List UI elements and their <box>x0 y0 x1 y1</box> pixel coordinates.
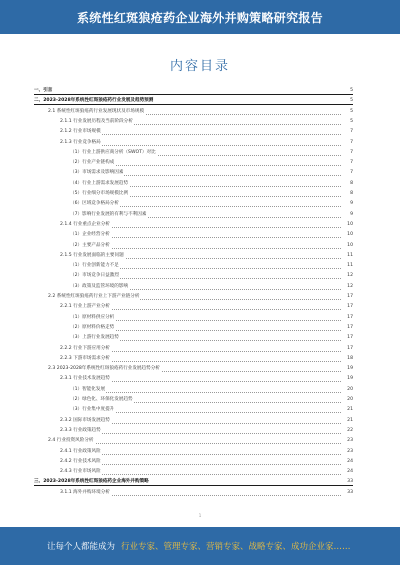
toc-entry-page: 24 <box>347 469 353 475</box>
toc-entry-rule <box>34 94 353 95</box>
toc-entry-leader <box>60 432 341 434</box>
toc-entry-label: 2.1.3 行业竞争格局 <box>60 139 101 145</box>
toc-entry[interactable] <box>0 356 400 365</box>
toc-entry[interactable] <box>0 325 400 334</box>
toc-entry-rule <box>34 485 353 486</box>
toc-entry-page: 5 <box>350 88 353 93</box>
toc-entry-page: 11 <box>347 252 353 258</box>
toc-entry-page: 10 <box>347 242 353 248</box>
toc-entry-label: （2）原材料价格走势 <box>70 324 115 330</box>
toc-entry-label: （3）上游行业发展趋势 <box>70 335 119 341</box>
toc-entry-label: （3）行业集中度提升 <box>70 407 115 413</box>
toc-entry-page: 7 <box>350 160 353 166</box>
toc-entry[interactable] <box>0 201 400 210</box>
toc-entry-leader <box>70 391 341 393</box>
toc-entry-leader <box>60 473 341 475</box>
toc-entry[interactable] <box>0 129 400 138</box>
toc-entry[interactable] <box>0 490 400 499</box>
toc-entry-page: 23 <box>347 448 353 454</box>
toc-entry-label: （2）行业产业链构成 <box>70 160 115 166</box>
toc-entry-page: 7 <box>350 149 353 155</box>
toc-entry-page: 17 <box>347 335 353 341</box>
toc-entry[interactable] <box>0 284 400 293</box>
toc-entry-label: 三、2023-2028年系统性红斑狼疮药企业海外并购策略 <box>34 479 149 485</box>
toc-entry-page: 17 <box>347 345 353 351</box>
toc-entry[interactable] <box>0 449 400 458</box>
toc-entry-page: 23 <box>347 438 353 444</box>
toc-entry-label: 2.4 行业投资风险分析 <box>48 438 94 444</box>
toc-entry-label: 2.3.1 行业技术发展趋势 <box>60 376 110 382</box>
toc-entry-page: 17 <box>347 294 353 299</box>
toc-entry-page: 20 <box>347 397 353 402</box>
toc-entry-page: 17 <box>347 324 353 330</box>
toc-entry-rule <box>34 104 353 105</box>
toc-entry-label: （2）绿色化、环保化发展趋势 <box>70 397 133 402</box>
toc-entry-label: 2.2.3 下游市场需求分析 <box>60 355 110 361</box>
toc-entry-label: （3）市场需求及影响因素 <box>70 170 124 176</box>
toc-entry[interactable] <box>0 418 400 427</box>
toc-entry-label: （7）影响行业发展的有利与不利因素 <box>70 211 147 217</box>
toc-entry[interactable] <box>0 407 400 416</box>
toc-entry[interactable] <box>0 222 400 231</box>
toc-entry-label: 2.1.1 行业发展历程及当前阶段分析 <box>60 118 133 124</box>
toc-entry-label: （4）行业上游需求发展趋势 <box>70 180 129 186</box>
toc-entry-page: 7 <box>350 170 353 176</box>
toc-entry-page: 19 <box>347 376 353 382</box>
toc-entry-label: （1）智能化发展 <box>70 386 106 392</box>
toc-entry[interactable] <box>0 273 400 282</box>
toc-entry-page: 19 <box>347 366 353 372</box>
toc-entry[interactable] <box>0 304 400 313</box>
toc-entry-label: （1）原材料供应分析 <box>70 314 115 320</box>
toc-entry[interactable] <box>0 263 400 272</box>
page-number: 1 <box>198 513 202 518</box>
table-of-contents <box>0 88 400 506</box>
toc-entry-label: 2.1.2 行业市场规模 <box>60 129 101 135</box>
toc-entry-page: 33 <box>347 489 353 495</box>
toc-entry[interactable] <box>0 181 400 190</box>
toc-entry-label: 2.4.2 行业技术风险 <box>60 458 101 464</box>
toc-entry-label: （3）政策及监管环境的影响 <box>70 283 129 289</box>
toc-entry-page: 5 <box>350 118 353 124</box>
toc-entry-label: 2.2 系统性红斑狼疮药行业上下游产业链分析 <box>48 294 140 299</box>
toc-entry[interactable] <box>0 335 400 344</box>
toc-entry-page: 33 <box>347 479 353 485</box>
toc-entry-page: 7 <box>350 139 353 145</box>
toc-entry[interactable] <box>0 212 400 221</box>
toc-entry[interactable] <box>0 315 400 324</box>
toc-entry-label: （2）市场竞争日益激烈 <box>70 273 119 279</box>
report-title: 系统性红斑狼疮药企业海外并购策略研究报告 <box>76 11 323 25</box>
toc-entry[interactable] <box>0 232 400 241</box>
toc-entry-leader <box>60 133 341 135</box>
footer-bar <box>0 527 400 565</box>
report-header-bar <box>0 0 400 34</box>
footer-slogan-right: 行业专家、管理专家、营销专家、战略专家、成功企业家…… <box>121 542 351 552</box>
toc-entry[interactable] <box>0 428 400 437</box>
toc-entry-page: 21 <box>347 407 353 413</box>
toc-entry-label: 2.2.2 行业下游应用分析 <box>60 345 110 351</box>
toc-entry-label: 二、2023-2028年系统性红斑狼疮药行业发展及趋势预测 <box>34 98 154 104</box>
toc-entry-label: 2.4.1 行业政策风险 <box>60 448 101 454</box>
toc-entry[interactable] <box>0 459 400 468</box>
toc-entry-label: 2.1.4 行业重点企业分析 <box>60 221 110 227</box>
toc-entry[interactable] <box>0 469 400 478</box>
toc-entry-page: 5 <box>350 108 353 114</box>
toc-entry-page: 9 <box>350 211 353 217</box>
toc-entry[interactable] <box>0 243 400 252</box>
toc-entry[interactable] <box>0 294 400 303</box>
toc-entry-page: 12 <box>347 283 353 289</box>
footer-slogan-left: 让每个人都能成为 <box>47 542 116 552</box>
toc-entry-label: 2.3 2023-2028年系统性红斑狼疮药行业发展趋势分析 <box>48 366 160 372</box>
toc-entry-leader <box>60 453 341 455</box>
toc-entry-page: 12 <box>347 273 353 279</box>
toc-entry-label: 2.3.3 行业政策趋势 <box>60 427 101 433</box>
toc-entry-label: 2.3.2 国际市场发展趋势 <box>60 417 110 423</box>
toc-entry-page: 24 <box>347 458 353 464</box>
toc-entry[interactable] <box>0 366 400 375</box>
toc-entry-label: （6）区域竞争格局分析 <box>70 201 119 207</box>
toc-entry-label: （1）企业经营分析 <box>70 232 110 238</box>
toc-entry-page: 17 <box>347 304 353 310</box>
toc-entry[interactable] <box>0 98 400 107</box>
toc-entry-page: 20 <box>347 386 353 392</box>
toc-entry-label: 一、引言 <box>34 88 53 93</box>
toc-heading: 内容目录 <box>169 59 230 74</box>
toc-entry-leader <box>60 463 341 465</box>
toc-entry[interactable] <box>0 170 400 179</box>
toc-entry-label: 3.1.1 海外并购环境分析 <box>60 489 110 495</box>
toc-entry-label: 2.4.3 行业市场风险 <box>60 469 101 475</box>
toc-entry-page: 7 <box>350 129 353 135</box>
toc-entry-label: 2.1.5 行业发展面临的主要问题 <box>60 252 124 258</box>
toc-entry-page: 8 <box>350 191 353 196</box>
toc-entry[interactable] <box>0 191 400 200</box>
toc-entry-page: 9 <box>350 201 353 207</box>
toc-entry-page: 10 <box>347 232 353 238</box>
toc-entry-leader <box>60 144 341 146</box>
toc-entry-page: 17 <box>347 314 353 320</box>
toc-entry[interactable] <box>0 88 400 97</box>
toc-entry-label: （5）行业细分市场规模比例 <box>70 191 129 196</box>
toc-entry[interactable] <box>0 253 400 262</box>
toc-entry[interactable] <box>0 387 400 396</box>
toc-entry[interactable] <box>0 438 400 447</box>
toc-entry-page: 8 <box>350 180 353 186</box>
toc-entry-label: 2.1 系统性红斑狼疮药行业发展现状及市场规模 <box>48 108 145 114</box>
toc-entry-page: 11 <box>347 263 353 269</box>
toc-entry-label: （1）行业上游供应商分析（SWOT）对比 <box>70 149 156 155</box>
toc-entry-label: （2）主要产品分析 <box>70 242 110 248</box>
toc-entry[interactable] <box>0 160 400 169</box>
toc-entry-page: 18 <box>347 355 353 361</box>
toc-entry[interactable] <box>0 150 400 159</box>
toc-entry[interactable] <box>0 397 400 406</box>
toc-entry[interactable] <box>0 376 400 385</box>
toc-entry[interactable] <box>0 346 400 355</box>
toc-entry-page: 21 <box>347 417 353 423</box>
toc-entry[interactable] <box>0 140 400 149</box>
toc-entry-label: 2.2.1 行业上游产业分析 <box>60 304 110 310</box>
toc-entry-page: 22 <box>347 427 353 433</box>
toc-entry[interactable] <box>0 119 400 128</box>
toc-entry-page: 5 <box>350 98 353 104</box>
toc-entry-page: 10 <box>347 221 353 227</box>
toc-entry[interactable] <box>0 109 400 118</box>
toc-entry[interactable] <box>0 479 400 488</box>
toc-entry-label: （1）行业创新能力不足 <box>70 263 119 269</box>
